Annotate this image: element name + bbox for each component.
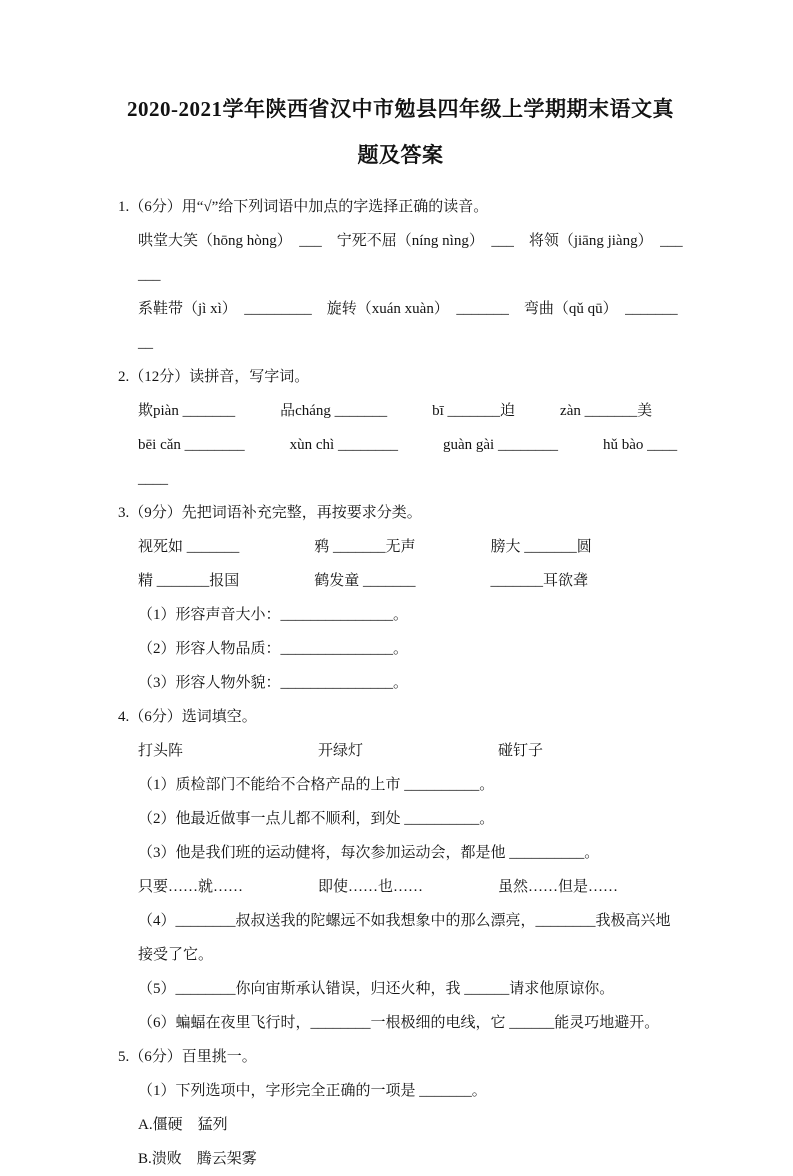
q4-item-5: （5）________你向宙斯承认错误，归还火种，我 ______请求他原谅你。 bbox=[138, 981, 615, 997]
q4-item-3: （3）他是我们班的运动健将，每次参加运动会，都是他 __________。 bbox=[138, 845, 600, 861]
q3-item-3: （3）形容人物外貌：_______________。 bbox=[138, 675, 409, 691]
q4-item-6: （6）蝙蝠在夜里飞行时，________一根极细的电线，它 ______能灵巧地避开。 bbox=[138, 1015, 660, 1031]
q5-option-a: A.僵硬 猛列 bbox=[138, 1117, 228, 1133]
q3-item-2: （2）形容人物品质：_______________。 bbox=[138, 641, 409, 657]
page-title: 2020-2021学年陕西省汉中市勉县四年级上学期期末语文真题及答案 bbox=[127, 97, 674, 167]
question-3-stem: 3.（9分）先把词语补充完整，再按要求分类。 bbox=[118, 505, 422, 521]
question-5-stem: 5.（6分）百里挑一。 bbox=[118, 1049, 257, 1065]
q1-words-line-2: 系鞋带（jì xì） _________ 旋转（xuán xuàn） _______ 弯曲（qǔ qū） _________ bbox=[138, 301, 678, 351]
question-1-stem: 1.（6分）用“√”给下列词语中加点的字选择正确的读音。 bbox=[118, 199, 489, 215]
q4-word-options: 打头阵 开绿灯 碰钉子 bbox=[138, 743, 544, 759]
q3-idioms-line-2: 精 _______报国 鹤发童 _______ _______耳欲聋 bbox=[138, 573, 589, 589]
q3-item-1: （1）形容声音大小：_______________。 bbox=[138, 607, 409, 623]
question-2-stem: 2.（12分）读拼音，写字词。 bbox=[118, 369, 310, 385]
q3-idioms-line-1: 视死如 _______ 鸦 _______无声 膀大 _______圆 bbox=[138, 539, 592, 555]
q5-item-1: （1）下列选项中，字形完全正确的一项是 _______。 bbox=[138, 1083, 487, 1099]
q4-item-4: （4）________叔叔送我的陀螺远不如我想象中的那么漂亮，________我极高兴地接受了它。 bbox=[138, 913, 671, 963]
q5-option-b: B.溃败 腾云架雾 bbox=[138, 1151, 257, 1167]
q1-words-line-1: 哄堂大笑（hōng hòng） ___ 宁死不屈（níng nìng） ___ 将领（jiāng jiàng） ______ bbox=[138, 233, 683, 283]
q4-conjunction-options: 只要……就…… 即使……也…… 虽然……但是…… bbox=[138, 879, 619, 895]
q4-item-2: （2）他最近做事一点儿都不顺利，到处 __________。 bbox=[138, 811, 495, 827]
question-4-stem: 4.（6分）选词填空。 bbox=[118, 709, 257, 725]
q4-item-1: （1）质检部门不能给不合格产品的上市 __________。 bbox=[138, 777, 495, 793]
q2-pinyin-line-2: bēi cǎn ________ xùn chì ________ guàn gài ________ hǔ bào ________ bbox=[138, 437, 678, 487]
q2-pinyin-line-1: 欺piàn _______ 品cháng _______ bī _______迫 zàn _______美 bbox=[138, 403, 653, 419]
